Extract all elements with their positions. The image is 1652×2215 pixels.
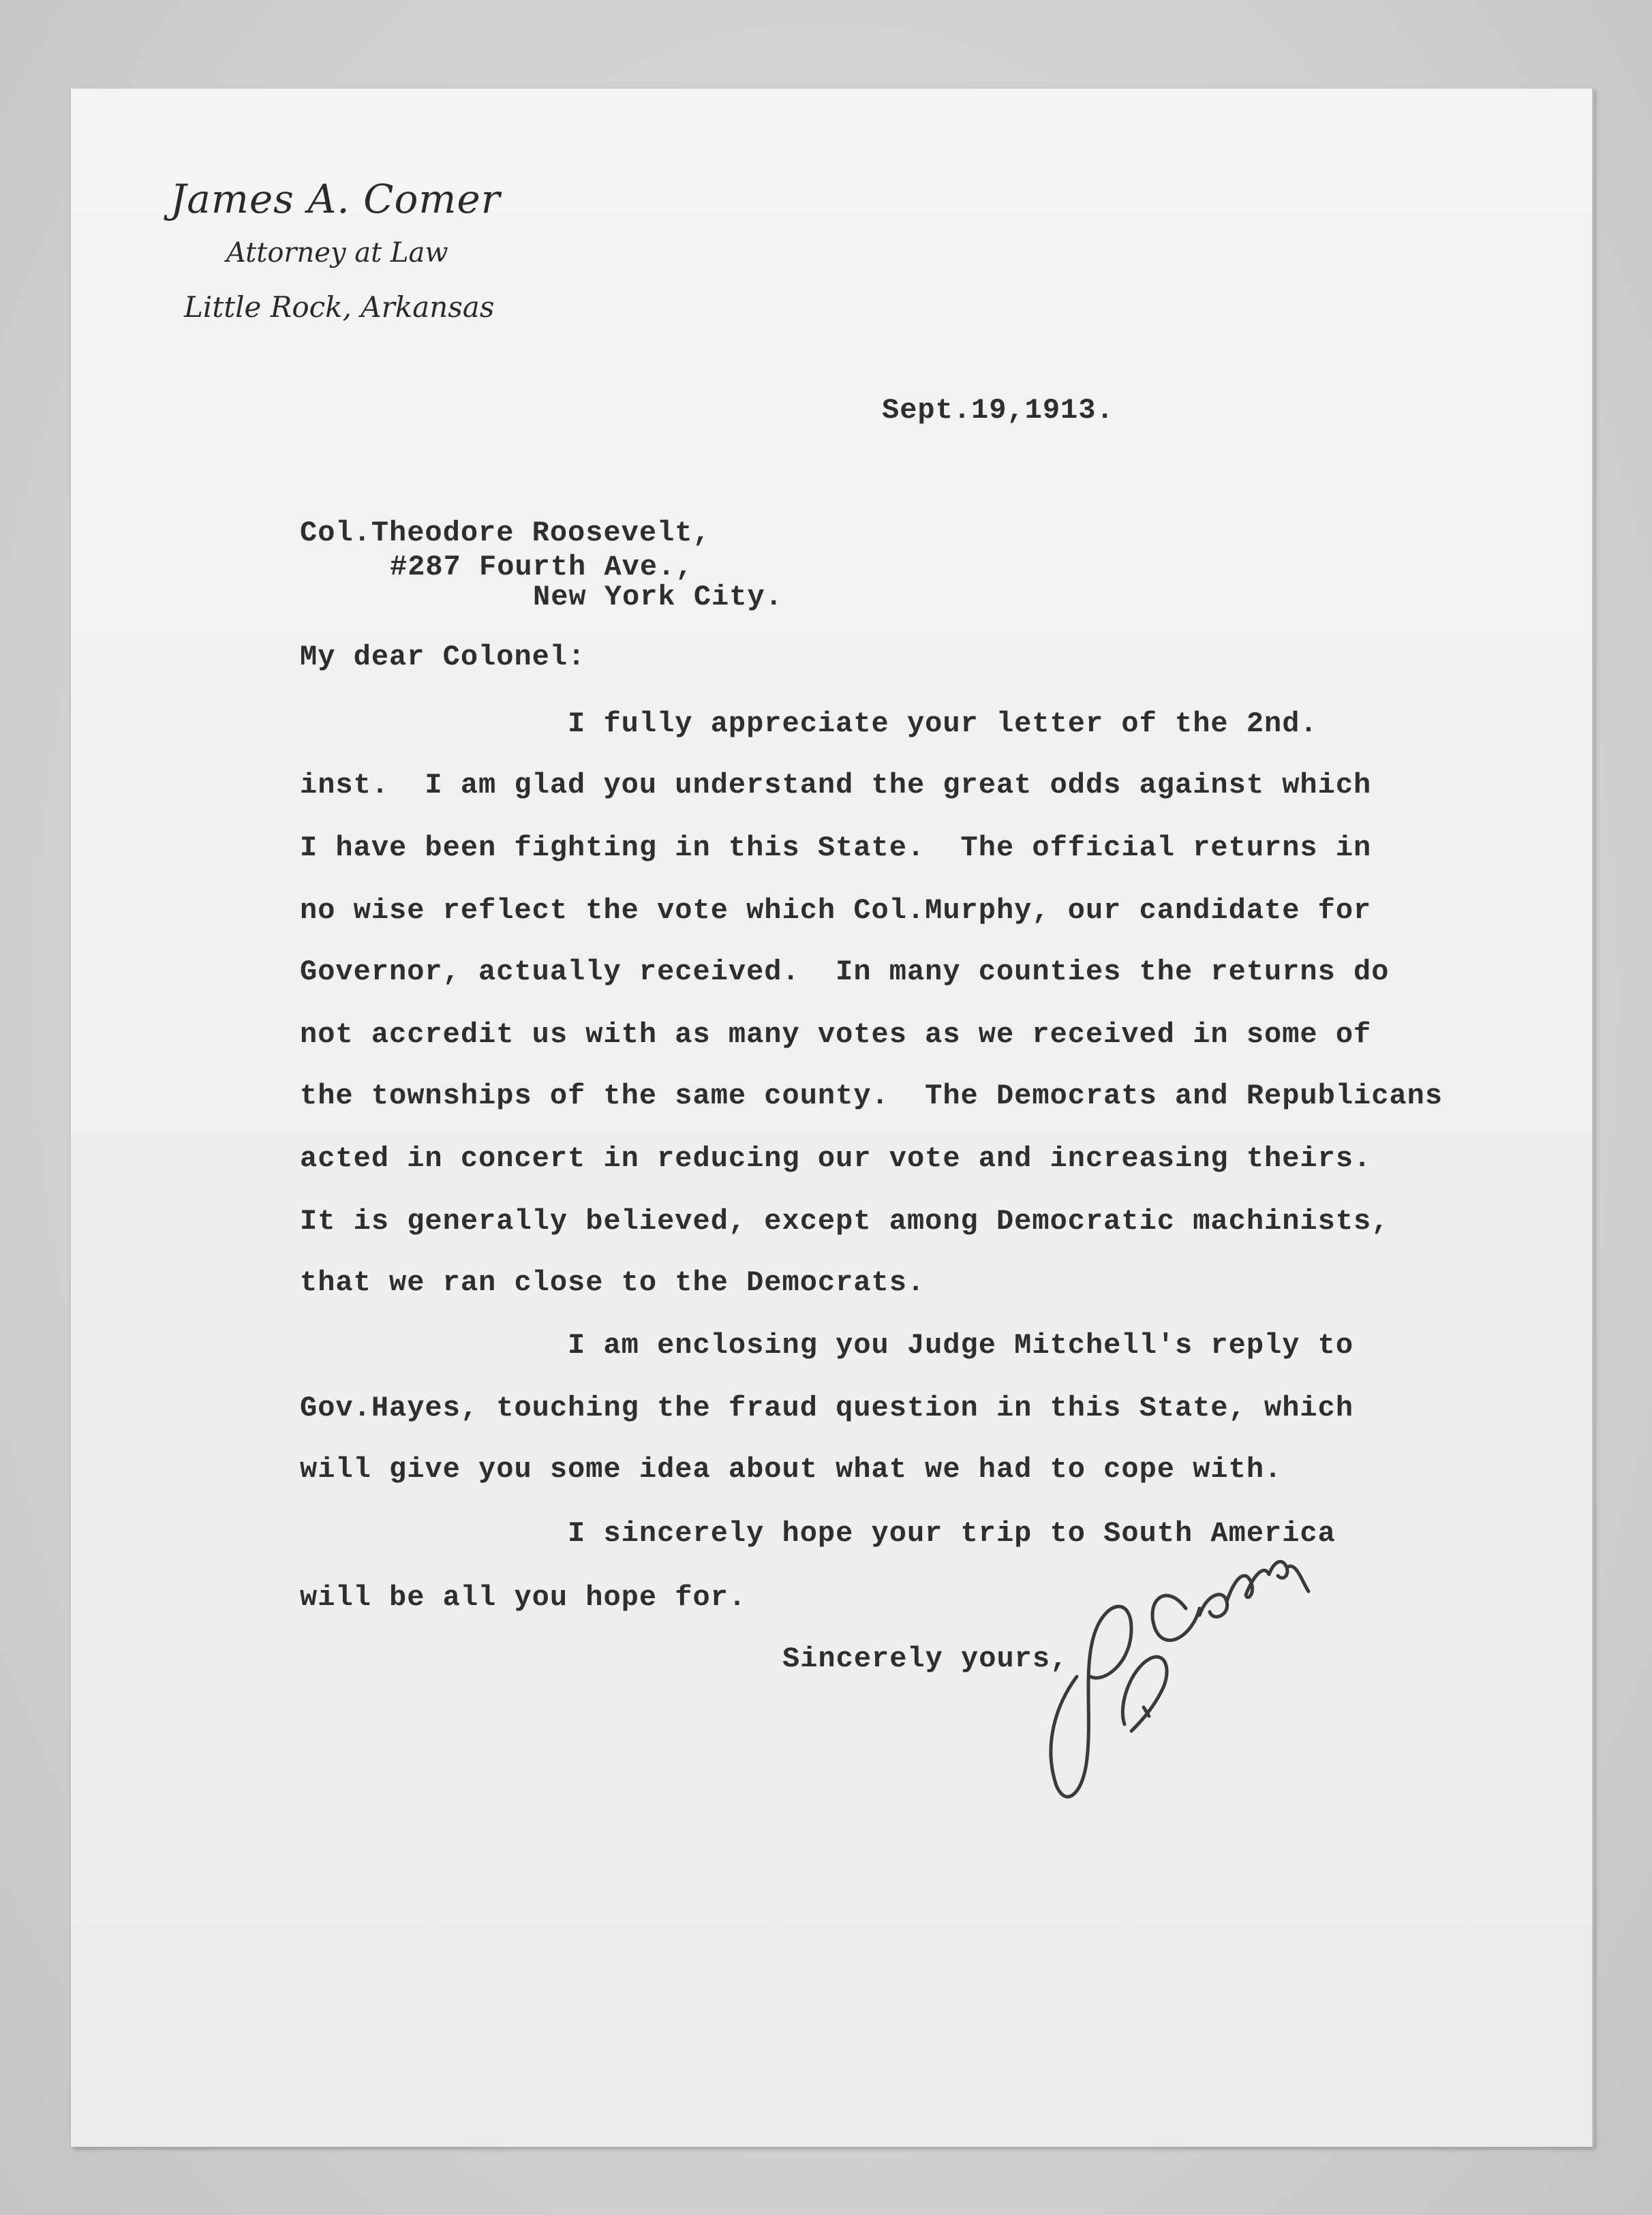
recipient-street: #287 Fourth Ave., bbox=[390, 551, 694, 583]
letter-date: Sept.19,1913. bbox=[882, 394, 1114, 427]
body-line: I fully appreciate your letter of the 2nd. bbox=[300, 707, 1318, 740]
salutation: My dear Colonel: bbox=[300, 641, 586, 673]
body-line: no wise reflect the vote which Col.Murphy, our candidate for bbox=[300, 894, 1372, 927]
body-line: that we ran close to the Democrats. bbox=[300, 1266, 926, 1299]
body-line: Gov.Hayes, touching the fraud question in this State, which bbox=[300, 1392, 1354, 1424]
body-line: It is generally believed, except among Democratic machinists, bbox=[300, 1205, 1390, 1238]
body-line: will be all you hope for. bbox=[300, 1581, 747, 1614]
body-line: will give you some idea about what we had to cope with. bbox=[300, 1453, 1283, 1486]
body-line: the townships of the same county. The Democrats and Republicans bbox=[300, 1080, 1443, 1112]
body-line: Governor, actually received. In many counties the returns do bbox=[300, 956, 1390, 988]
letterhead-title: Attorney at Law bbox=[226, 237, 448, 269]
recipient-city: New York City. bbox=[533, 581, 783, 613]
body-line: I am enclosing you Judge Mitchell's reply to bbox=[300, 1329, 1354, 1362]
letterhead-city: Little Rock, Arkansas bbox=[184, 290, 495, 324]
recipient-name: Col.Theodore Roosevelt, bbox=[300, 517, 711, 549]
body-line: I have been fighting in this State. The official returns in bbox=[300, 831, 1372, 864]
body-line: I sincerely hope your trip to South America bbox=[300, 1517, 1336, 1550]
body-line: not accredit us with as many votes as we received in some of bbox=[300, 1018, 1372, 1051]
letter-page bbox=[71, 89, 1594, 2147]
closing: Sincerely yours, bbox=[782, 1643, 1069, 1675]
body-line: acted in concert in reducing our vote and increasing theirs. bbox=[300, 1142, 1372, 1175]
letterhead-name: James A. Comer bbox=[170, 176, 501, 222]
body-line: inst. I am glad you understand the great odds against which bbox=[300, 769, 1372, 801]
handwritten-signature bbox=[1029, 1499, 1315, 1813]
